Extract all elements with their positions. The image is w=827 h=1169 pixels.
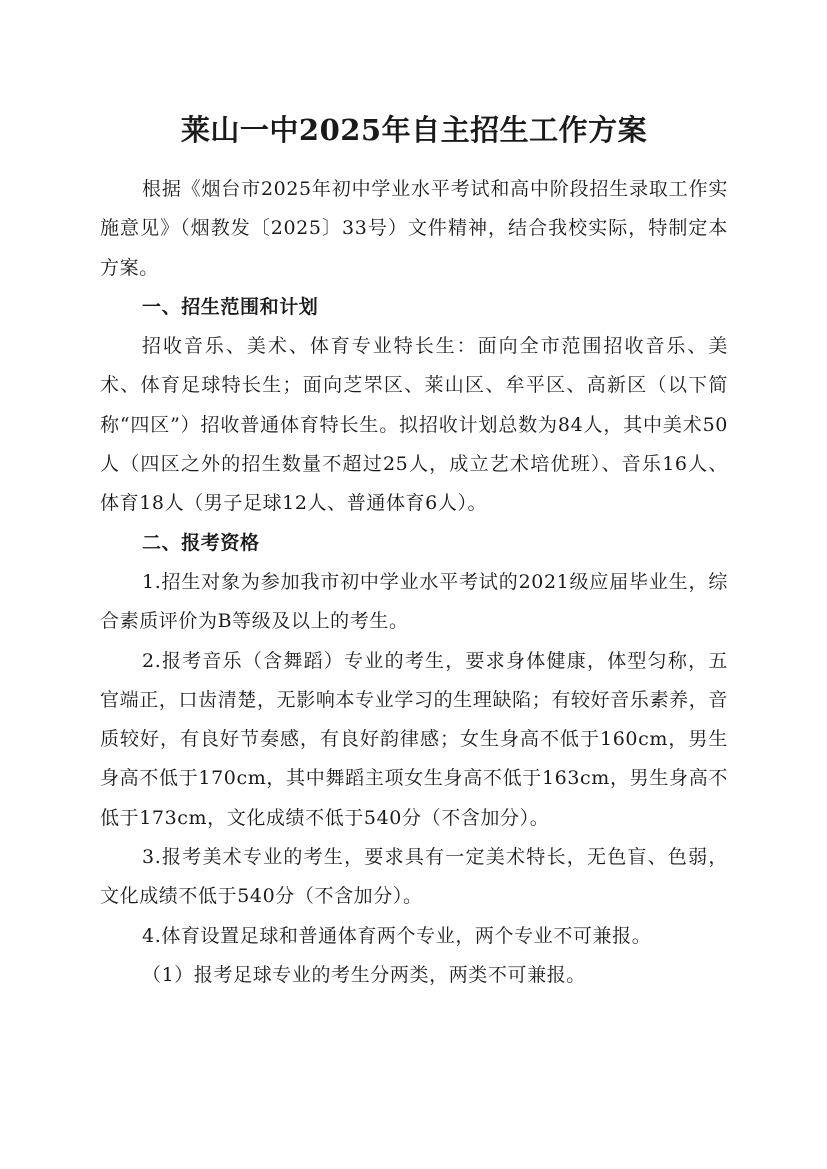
section-2-item-3: 3.报考美术专业的考生，要求具有一定美术特长，无色盲、色弱，文化成绩不低于540分（不含加分）。 xyxy=(100,846,728,908)
section-1-body: 招收音乐、美术、体育专业特长生：面向全市范围招收音乐、美术、体育足球特长生；面向芝罘区、莱山区、牟平区、高新区（以下简称“四区”）招收普通体育特长生。拟招收计划总数为84人，其中美术50人（四区之外的招生数量不超过25人，成立艺术培优班）、音乐16人、体育18人（男子足球12人、普通体育6人）。 xyxy=(100,335,728,515)
intro-paragraph: 根据《烟台市2025年初中学业水平考试和高中阶段招生录取工作实施意见》（烟教发〔2025〕33号）文件精神，结合我校实际，特制定本方案。 xyxy=(100,178,728,279)
section-2-item-2: 2.报考音乐（含舞蹈）专业的考生，要求身体健康，体型匀称，五官端正，口齿清楚，无影响本专业学习的生理缺陷；有较好音乐素养，音质较好，有良好节奏感，有良好韵律感；女生身高不低于160cm，男生身高不低于170cm，其中舞蹈主项女生身高不低于163cm，男生身高不低于173cm，文化成绩不低于540分（不含加分）。 xyxy=(100,649,728,829)
document-title: 莱山一中2025年自主招生工作方案 xyxy=(180,113,648,147)
section-2-item-1: 1.招生对象为参加我市初中学业水平考试的2021级应届毕业生，综合素质评价为B等级及以上的考生。 xyxy=(100,570,728,633)
document-page xyxy=(100,108,728,995)
section-2-item-4: 4.体育设置足球和普通体育两个专业，两个专业不可兼报。 xyxy=(142,924,652,947)
section-1-heading: 一、招生范围和计划 xyxy=(142,295,319,318)
section-2-item-4-1: （1）报考足球专业的考生分两类，两类不可兼报。 xyxy=(142,963,586,986)
section-2-heading: 二、报考资格 xyxy=(142,531,260,554)
